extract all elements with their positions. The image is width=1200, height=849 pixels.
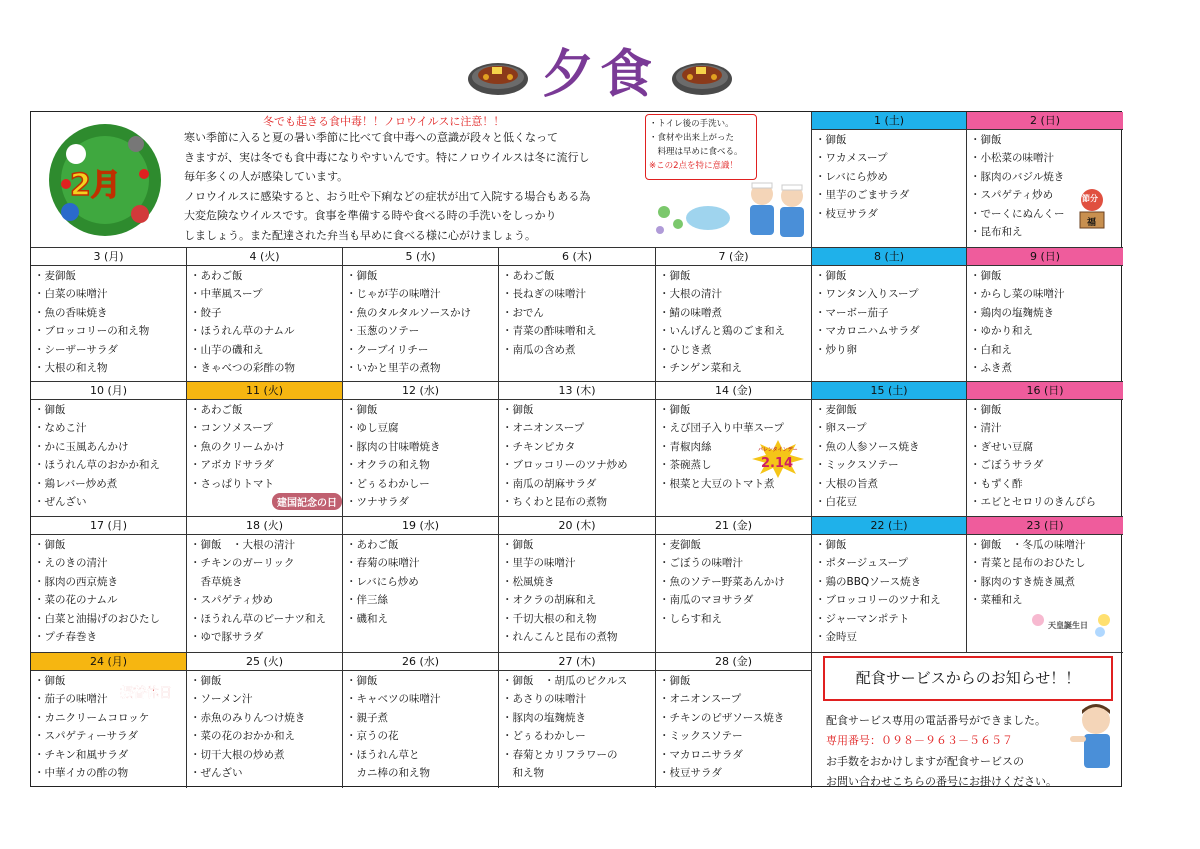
day-header: 15 (土) <box>812 382 966 400</box>
menu-item: ・魚のタルタルソースかけ <box>346 306 472 319</box>
menu-item: ・おでん <box>502 306 544 319</box>
menu-item: ・豚肉のバジル焼き <box>970 170 1065 183</box>
day-cell <box>967 248 1123 382</box>
menu-item: 和え物 <box>502 767 544 780</box>
info-title: 配食サービスからのお知らせ！！ <box>823 656 1113 701</box>
menu-list <box>499 400 655 511</box>
day-header: 13 (木) <box>499 382 655 400</box>
notice-line: 大変危険なウイルスです。食事を準備する時や食べる時の手洗いをしっかり <box>184 209 557 222</box>
menu-item: ・御飯 <box>34 675 66 687</box>
valentine-top: バレンタインデー <box>758 447 798 453</box>
menu-item: ・御飯 <box>659 404 691 416</box>
menu-list <box>499 671 655 782</box>
menu-item: ・鶏肉の塩麹焼き <box>970 306 1054 319</box>
day-cell <box>499 517 656 653</box>
menu-item: ・鶏レバー炒め煮 <box>34 477 118 490</box>
menu-item: ・スパゲティ炒め <box>970 189 1054 202</box>
menu-item: ・ぜんざい <box>34 496 87 509</box>
menu-item: ・じゃが芋の味噌汁 <box>346 288 441 301</box>
handwash-tip-callout <box>645 114 757 180</box>
menu-item: ・松風焼き <box>502 575 555 588</box>
menu-list <box>31 400 186 511</box>
menu-item: ・御飯 <box>970 270 1002 282</box>
menu-item: ・豚肉の西京焼き <box>34 575 118 588</box>
menu-item: ・青菜の酢味噌和え <box>502 325 597 338</box>
day-cell <box>31 248 187 382</box>
notice-line: しましょう。また配達された弁当も早めに食べる様に心がけましょう。 <box>184 228 536 242</box>
menu-item: ・ぜんざい <box>190 767 243 780</box>
menu-list <box>812 535 966 646</box>
menu-item: ・レバにら炒め <box>346 575 419 588</box>
menu-item: ・もずく酢 <box>970 477 1023 490</box>
menu-item: ・中華風スープ <box>190 288 263 301</box>
menu-item: ・ゆし豆腐 <box>346 422 399 435</box>
day-header: 12 (水) <box>343 382 498 400</box>
menu-item: ・千切大根の和え物 <box>502 612 597 625</box>
tip-line: 料理は早めに食べる。 <box>649 147 743 157</box>
menu-item: ・青椒肉絲 <box>659 440 712 453</box>
menu-item: ・あわご飯 <box>502 270 555 282</box>
menu-item: ・魚の香味焼き <box>34 306 108 319</box>
day-cell <box>343 382 499 517</box>
day-cell <box>499 382 656 517</box>
day-header: 26 (水) <box>343 653 498 671</box>
menu-list <box>187 266 342 377</box>
menu-item: ・切干大根の炒め煮 <box>190 748 285 761</box>
tip-line: ※この2点を特に意識！ <box>649 161 739 171</box>
menu-item: ・チキンのピザソース焼き <box>659 711 785 724</box>
menu-item: ・クーブイリチー <box>346 343 429 356</box>
day-cell <box>31 517 187 653</box>
menu-item: ・ポタージュスープ <box>815 557 909 570</box>
menu-list <box>343 266 498 377</box>
menu-list <box>31 535 186 646</box>
menu-item: ・枝豆サラダ <box>815 207 878 220</box>
day-header: 21 (金) <box>656 517 811 535</box>
menu-item: ・菜種和え <box>970 594 1023 607</box>
menu-item: ・里芋の味噌汁 <box>502 557 576 570</box>
menu-item: ・根菜と大豆のトマト煮 <box>659 477 775 490</box>
valentine-badge <box>752 440 804 478</box>
menu-item: ・清汁 <box>970 422 1002 435</box>
day-cell <box>31 653 187 788</box>
day-cell <box>187 248 343 382</box>
day-header: 22 (土) <box>812 517 966 535</box>
menu-item: ・御飯 <box>346 270 378 282</box>
menu-item: ・ひじき煮 <box>659 343 712 356</box>
info-line: お手数をおかけしますが配食サービスの <box>826 755 1024 768</box>
day-cell <box>187 653 343 788</box>
menu-item: ・ソーメン汁 <box>190 693 253 706</box>
menu-item: ・南瓜のマヨサラダ <box>659 594 754 607</box>
day-header: 11 (火) <box>187 382 342 400</box>
notice-line: 寒い季節に入ると夏の暑い季節に比べて食中毒への意識が段々と低くなって <box>184 131 558 144</box>
tip-line: ・食材や出来上がった <box>649 133 735 143</box>
menu-item: ・チキンピカタ <box>502 440 576 453</box>
menu-item: ・白花豆 <box>815 496 857 509</box>
menu-item: ・磯和え <box>346 612 388 625</box>
menu-item: ・マカロニサラダ <box>659 748 743 761</box>
day-cell <box>812 517 967 653</box>
menu-item: ・なめこ汁 <box>34 422 87 435</box>
day-header: 19 (水) <box>343 517 498 535</box>
day-header: 20 (木) <box>499 517 655 535</box>
day-header: 17 (月) <box>31 517 186 535</box>
menu-item: ・小松菜の味噌汁 <box>970 152 1054 165</box>
menu-item: ・鯖の味噌煮 <box>659 306 722 319</box>
menu-item: ・オクラの胡麻和え <box>502 594 597 607</box>
menu-list <box>812 266 966 359</box>
menu-item: ・ごぼうの味噌汁 <box>659 557 743 570</box>
menu-list <box>343 535 498 628</box>
menu-list <box>499 535 655 646</box>
menu-item: ・大根の清汁 <box>659 288 722 301</box>
menu-item: ・里芋のごまサラダ <box>815 189 910 202</box>
menu-item: ・かに玉風あんかけ <box>34 440 129 453</box>
menu-item: ・御飯 <box>502 404 534 416</box>
menu-item: ・チンゲン菜和え <box>659 362 743 375</box>
menu-item: ・御飯 <box>34 404 66 416</box>
menu-item: ・プチ春巻き <box>34 631 97 644</box>
menu-list <box>343 400 498 511</box>
menu-item: ・長ねぎの味噌汁 <box>502 288 586 301</box>
menu-item: ・御飯 <box>815 134 847 146</box>
menu-item: ・伴三絲 <box>346 594 388 607</box>
menu-item: ・金時豆 <box>815 631 857 644</box>
day-header: 14 (金) <box>656 382 811 400</box>
menu-list <box>187 671 342 782</box>
menu-item: ・春菊とカリフラワーの <box>502 748 618 761</box>
menu-item: ・御飯 <box>815 539 847 551</box>
menu-item: ・シーザーサラダ <box>34 343 118 356</box>
menu-item: ・豚肉の塩麹焼き <box>502 711 586 724</box>
menu-item: ・御飯 <box>346 675 378 687</box>
menu-item: ・ちくわと昆布の煮物 <box>502 496 607 509</box>
menu-item: ・鶏のBBQソース焼き <box>815 575 922 588</box>
staff-pointing-illustration <box>1066 700 1118 772</box>
menu-list <box>967 535 1123 610</box>
menu-list <box>343 671 498 782</box>
menu-item: ・スパゲティーサラダ <box>34 730 139 743</box>
menu-item: ・御飯 <box>659 270 691 282</box>
day-header: 5 (水) <box>343 248 498 266</box>
day-cell <box>499 248 656 382</box>
menu-item: ・ゆかり和え <box>970 325 1033 338</box>
menu-list <box>656 535 811 628</box>
tenno-badge <box>1030 610 1112 644</box>
day-header: 23 (日) <box>967 517 1123 535</box>
menu-item: ・南瓜の胡麻サラダ <box>502 477 597 490</box>
info-line: 配食サービス専用の電話番号ができました。 <box>826 714 1046 727</box>
menu-item: 香草焼き <box>190 575 243 588</box>
menu-item: ・ほうれん草と <box>346 748 420 761</box>
menu-list <box>656 671 811 782</box>
menu-item: ・玉葱のソテー <box>346 325 420 338</box>
menu-list <box>967 400 1123 511</box>
notice-line: ノロウイルスに感染すると、おう吐や下痢などの症状が出て入院する場合もある為 <box>184 189 591 203</box>
day-header: 28 (金) <box>656 653 811 671</box>
menu-item: ・ブロッコリーのツナ和え <box>815 594 941 607</box>
day-cell <box>187 517 343 653</box>
menu-item: ・ふき煮 <box>970 362 1012 375</box>
menu-item: ・餃子 <box>190 306 222 319</box>
menu-item: ・チキン和風サラダ <box>34 748 129 761</box>
day-header: 7 (金) <box>656 248 811 266</box>
menu-item: ・チキンのガーリック <box>190 557 295 570</box>
menu-item: ・さっぱりトマト <box>190 477 274 490</box>
menu-item: ・キャベツの味噌汁 <box>346 693 441 706</box>
menu-item: ・御飯 <box>34 539 66 551</box>
menu-item: ・ほうれん草のおかか和え <box>34 459 160 472</box>
day-header: 2 (日) <box>967 112 1123 130</box>
menu-item: ・ワカメスープ <box>815 152 888 165</box>
menu-item: ・ブロッコリーのツナ炒め <box>502 459 628 472</box>
menu-item: ・菜の花のナムル <box>34 594 118 607</box>
menu-item: ・えのきの清汁 <box>34 557 108 570</box>
day-cell <box>812 382 967 517</box>
day-header: 25 (火) <box>187 653 342 671</box>
menu-item: ・オニオンスープ <box>659 693 742 706</box>
day-cell <box>656 517 812 653</box>
menu-item: ・エビとセロリのきんぴら <box>970 496 1096 509</box>
setsubun-badge <box>1072 186 1112 230</box>
day-cell <box>343 653 499 788</box>
menu-item: ・マーボー茄子 <box>815 306 889 319</box>
menu-list <box>187 400 342 493</box>
menu-item: ・れんこんと昆布の煮物 <box>502 631 618 644</box>
setsubun-box-label: 福 <box>1087 218 1097 228</box>
menu-item: ・からし菜の味噌汁 <box>970 288 1065 301</box>
month-badge: 2月 <box>70 168 121 203</box>
tip-line: ・トイレ後の手洗い。 <box>649 119 734 129</box>
menu-item: ・どぅるわかしー <box>502 730 586 743</box>
menu-item: ・でーくにぬんくー <box>970 207 1065 220</box>
menu-item: ・中華イカの酢の物 <box>34 767 129 780</box>
menu-list <box>31 266 186 377</box>
setsubun-label: 節分 <box>1082 194 1098 203</box>
menu-item: ・ほうれん草のピーナツ和え <box>190 612 326 625</box>
menu-item: ・京うの花 <box>346 730 399 743</box>
menu-item: ・ごぼうサラダ <box>970 459 1044 472</box>
menu-item: ・御飯 <box>190 675 222 687</box>
menu-item: ・大根の旨煮 <box>815 477 878 490</box>
valentine-date: 2.14 <box>761 456 794 471</box>
menu-item: ・あわご飯 <box>190 270 243 282</box>
menu-item: ・ミックスソテー <box>659 730 743 743</box>
menu-item: ・レバにら炒め <box>815 170 888 183</box>
day-header: 8 (土) <box>812 248 966 266</box>
handwashing-illustration <box>650 172 810 242</box>
menu-item: ・御飯 <box>346 404 378 416</box>
menu-item: ・親子煮 <box>346 711 388 724</box>
menu-item: ・いんげんと鶏のごま和え <box>659 325 785 338</box>
menu-item: ・魚の人参ソース焼き <box>815 440 920 453</box>
menu-item: ・御飯 ・大根の清汁 <box>190 539 295 551</box>
day-cell <box>343 517 499 653</box>
page-header <box>0 42 1200 108</box>
menu-item: ・マカロニハムサラダ <box>815 325 920 338</box>
menu-item: ・きゃべつの彩酢の物 <box>190 362 295 375</box>
menu-item: ・白菜と油揚げのおひたし <box>34 612 160 625</box>
menu-item: ・あわご飯 <box>346 539 399 551</box>
menu-item: ・御飯 <box>659 675 691 687</box>
info-line: お問い合わせこちらの番号にお掛けください。 <box>826 775 1057 788</box>
day-header: 10 (月) <box>31 382 186 400</box>
notice-line: 毎年多くの人が感染しています。 <box>184 170 349 183</box>
day-cell <box>967 382 1123 517</box>
menu-item: ・御飯 <box>970 404 1002 416</box>
info-phone: 専用番号：０９８－９６３－５６５７ <box>826 734 1013 747</box>
menu-item: ・ブロッコリーの和え物 <box>34 325 150 338</box>
menu-item: ・オニオンスープ <box>502 422 585 435</box>
day-header: 24 (月) <box>31 653 186 671</box>
tenno-label: 天皇誕生日 <box>1048 621 1088 630</box>
furikae-badge: 振替休日 <box>120 686 173 701</box>
menu-item: ・麦御飯 <box>34 270 76 282</box>
menu-item: ・御飯 ・胡瓜のピクルス <box>502 675 628 687</box>
menu-item: ・大根の和え物 <box>34 362 108 375</box>
menu-item: ・赤魚のみりんつけ焼き <box>190 711 306 724</box>
menu-item: ・カニクリームコロッケ <box>34 711 150 724</box>
menu-item: ・ツナサラダ <box>346 496 409 509</box>
day-header: 18 (火) <box>187 517 342 535</box>
menu-item: ・茄子の味噌汁 <box>34 693 108 706</box>
menu-item: ・御飯 ・冬瓜の味噌汁 <box>970 539 1086 551</box>
menu-item: ・白和え <box>970 343 1012 356</box>
menu-item: カニ棒の和え物 <box>346 767 430 780</box>
menu-item: ・あわご飯 <box>190 404 243 416</box>
menu-list <box>656 266 811 377</box>
menu-item: ・ほうれん草のナムル <box>190 325 295 338</box>
menu-list <box>812 400 966 511</box>
menu-item: ・スパゲティ炒め <box>190 594 274 607</box>
menu-list <box>187 535 342 646</box>
steak-plate-icon <box>466 53 530 97</box>
menu-item: ・御飯 <box>815 270 847 282</box>
day-header: 4 (火) <box>187 248 342 266</box>
day-header: 1 (土) <box>812 112 966 130</box>
menu-item: ・春菊の味噌汁 <box>346 557 420 570</box>
menu-item: ・どぅるわかしー <box>346 477 430 490</box>
menu-item: ・菜の花のおかか和え <box>190 730 295 743</box>
day-cell <box>656 653 812 788</box>
day-header: 16 (日) <box>967 382 1123 400</box>
menu-item: ・オクラの和え物 <box>346 459 430 472</box>
menu-item: ・しらす和え <box>659 612 722 625</box>
menu-item: ・ミックスソテー <box>815 459 899 472</box>
menu-item: ・山芋の磯和え <box>190 343 264 356</box>
menu-item: ・卵スープ <box>815 422 867 435</box>
menu-item: ・麦御飯 <box>815 404 857 416</box>
menu-item: ・いかと里芋の煮物 <box>346 362 441 375</box>
page-title: 夕食 <box>541 44 658 105</box>
day-header: 27 (木) <box>499 653 655 671</box>
day-cell <box>499 653 656 788</box>
menu-list <box>967 266 1123 377</box>
menu-item: ・南瓜の含め煮 <box>502 343 576 356</box>
day-cell <box>812 112 967 248</box>
kenkoku-badge: 建国記念の日 <box>272 493 342 510</box>
notice-body <box>184 128 636 245</box>
menu-item: ・青菜と昆布のおひたし <box>970 557 1086 570</box>
menu-item: ・ぎせい豆腐 <box>970 440 1033 453</box>
day-cell <box>656 248 812 382</box>
menu-item: ・ゆで豚サラダ <box>190 631 264 644</box>
day-cell <box>812 248 967 382</box>
menu-item: ・あさりの味噌汁 <box>502 693 586 706</box>
menu-item: ・アボカドサラダ <box>190 459 274 472</box>
menu-item: ・魚のクリームかけ <box>190 440 285 453</box>
day-header: 6 (木) <box>499 248 655 266</box>
menu-item: ・昆布和え <box>970 226 1023 239</box>
menu-item: ・茶碗蒸し <box>659 459 712 472</box>
menu-item: ・ジャーマンポテト <box>815 612 910 625</box>
menu-item: ・豚肉のすき焼き風煮 <box>970 575 1075 588</box>
menu-item: ・炒り卵 <box>815 343 857 356</box>
menu-item: ・御飯 <box>970 134 1002 146</box>
menu-item: ・枝豆サラダ <box>659 767 722 780</box>
notice-title: 冬でも起きる食中毒！！ノロウイルスに注意！！ <box>263 115 505 128</box>
menu-item: ・えび団子入り中華スープ <box>659 422 784 435</box>
menu-item: ・豚肉の甘味噌焼き <box>346 440 441 453</box>
menu-item: ・コンソメスープ <box>190 422 273 435</box>
menu-list <box>812 130 966 223</box>
menu-list <box>499 266 655 359</box>
day-header: 3 (月) <box>31 248 186 266</box>
notice-line: きますが、実は冬でも食中毒になりやすいんです。特にノロウイルスは冬に流行し <box>184 150 590 164</box>
menu-item: ・御飯 <box>502 539 534 551</box>
day-header: 9 (日) <box>967 248 1123 266</box>
menu-item: ・ワンタン入りスープ <box>815 288 919 301</box>
menu-item: ・麦御飯 <box>659 539 701 551</box>
day-cell <box>31 382 187 517</box>
steak-plate-icon <box>670 53 734 97</box>
day-cell <box>343 248 499 382</box>
menu-item: ・白菜の味噌汁 <box>34 288 108 301</box>
menu-item: ・魚のソテー野菜あんかけ <box>659 575 785 588</box>
